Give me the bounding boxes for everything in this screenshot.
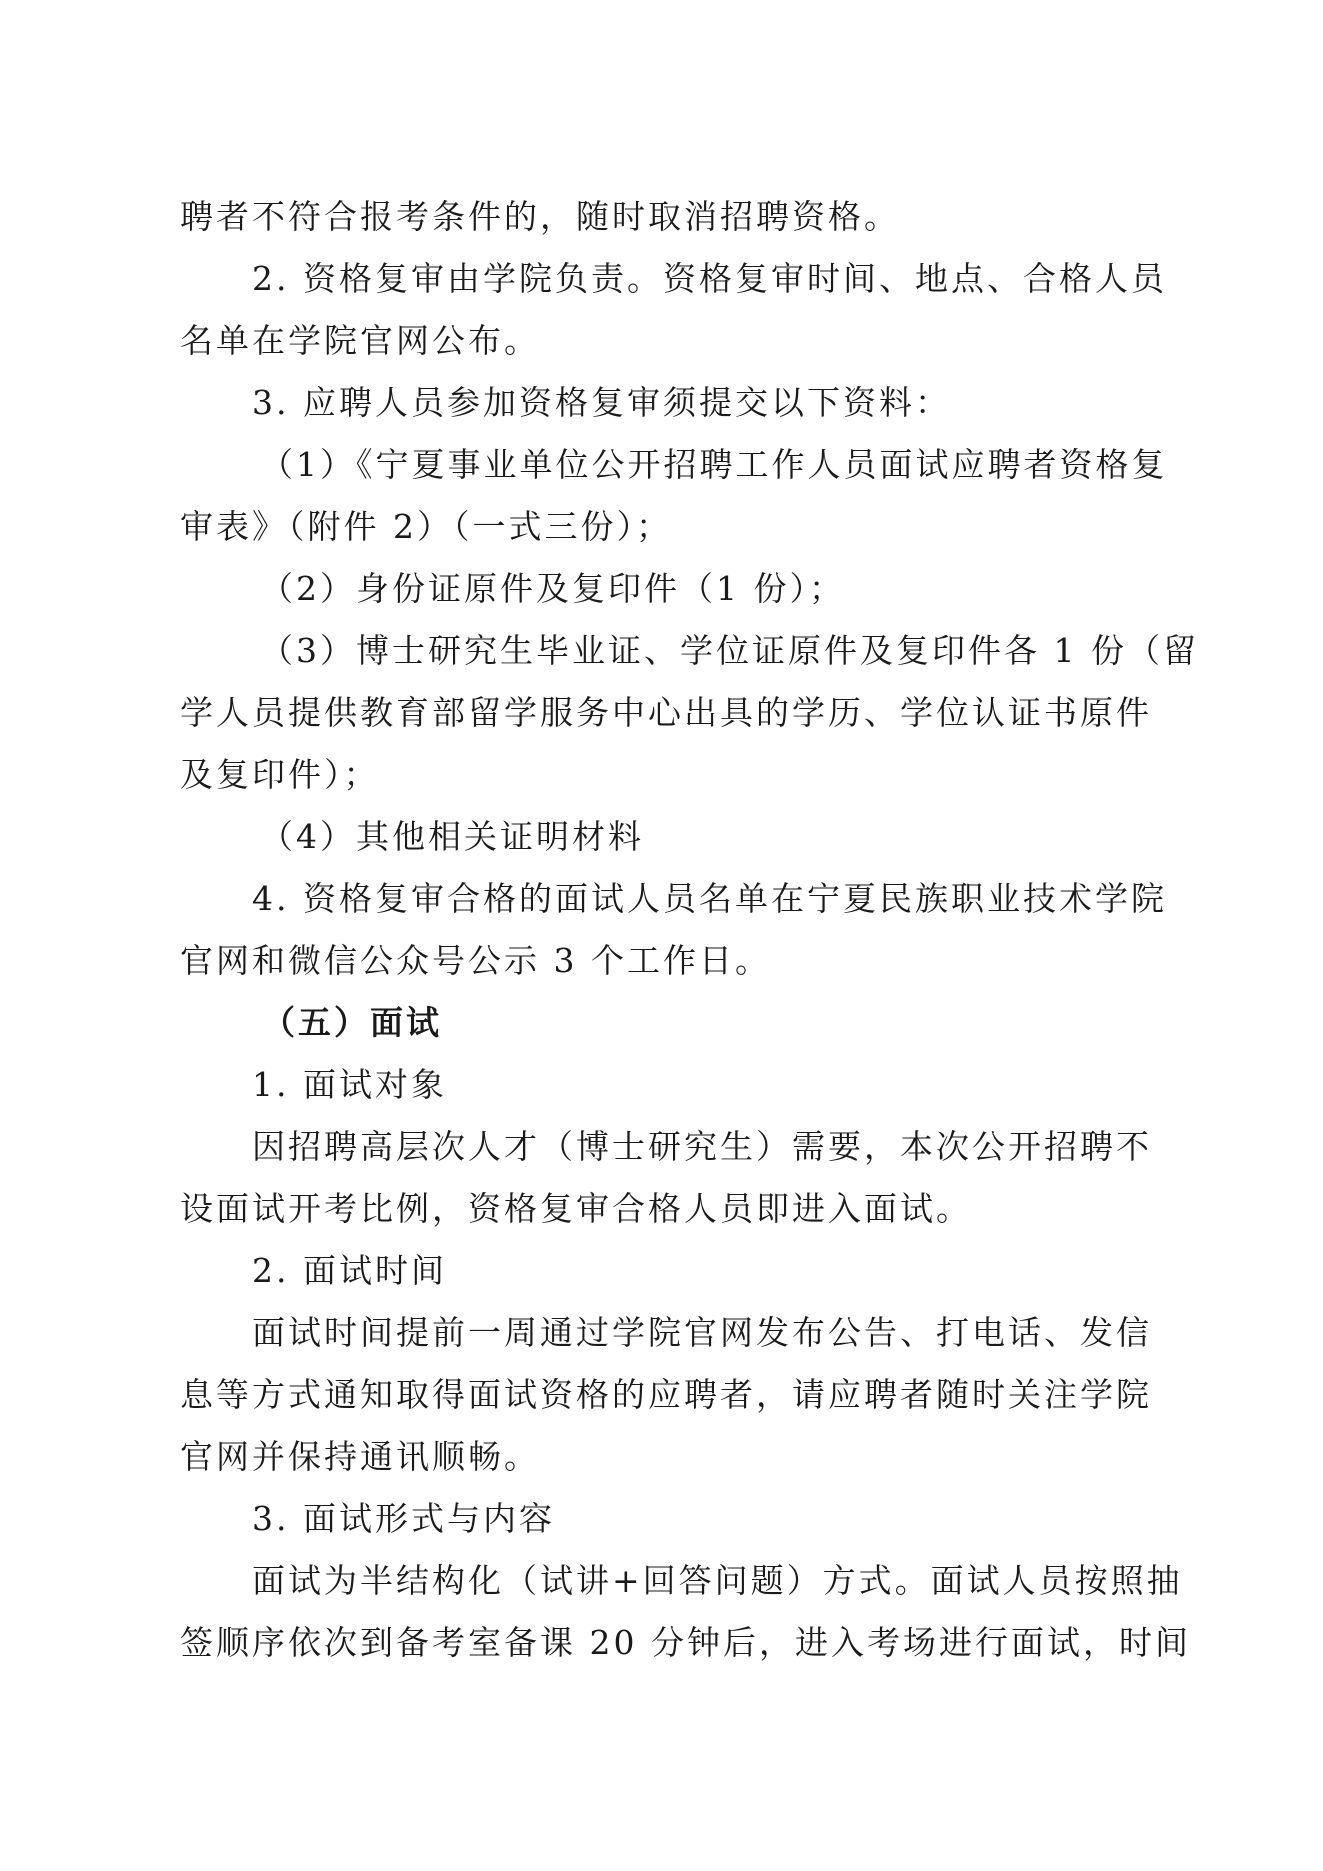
list-item-line: 及复印件）； [180, 755, 380, 794]
list-item-line: 审表》（附件 2）（一式三份）； [180, 507, 672, 546]
list-item-line: （3）博士研究生毕业证、学位证原件及复印件各 1 份（留 [260, 631, 1199, 670]
paragraph-line: 签顺序依次到备考室备课 20 分钟后，进入考场进行面试，时间 [180, 1623, 1191, 1662]
paragraph-line: 面试为半结构化（试讲+回答问题）方式。面试人员按照抽 [252, 1561, 1183, 1600]
paragraph-line: 面试时间提前一周通过学院官网发布公告、打电话、发信 [252, 1313, 1152, 1352]
paragraph-line: 2. 资格复审由学院负责。资格复审时间、地点、合格人员 [252, 259, 1167, 298]
paragraph-line: 聘者不符合报考条件的，随时取消招聘资格。 [180, 197, 900, 236]
section-heading: （五）面试 [262, 1003, 442, 1042]
paragraph-line: 设面试开考比例，资格复审合格人员即进入面试。 [180, 1189, 972, 1228]
list-item-line: 学人员提供教育部留学服务中心出具的学历、学位认证书原件 [180, 693, 1152, 732]
paragraph-line: 官网并保持通讯顺畅。 [180, 1437, 540, 1476]
subheading-line: 2. 面试时间 [252, 1251, 447, 1290]
paragraph-line: 3. 应聘人员参加资格复审须提交以下资料： [252, 383, 951, 422]
list-item-line: （4）其他相关证明材料 [260, 817, 644, 856]
paragraph-line: 官网和微信公众号公示 3 个工作日。 [180, 941, 771, 980]
subheading-line: 1. 面试对象 [252, 1065, 447, 1104]
paragraph-line: 名单在学院官网公布。 [180, 321, 540, 360]
list-item-line: （2）身份证原件及复印件（1 份）； [260, 569, 845, 608]
document-body [180, 186, 1199, 1674]
paragraph-line: 息等方式通知取得面试资格的应聘者，请应聘者随时关注学院 [180, 1375, 1152, 1414]
paragraph-line: 因招聘高层次人才（博士研究生）需要，本次公开招聘不 [252, 1127, 1152, 1166]
subheading-line: 3. 面试形式与内容 [252, 1499, 555, 1538]
paragraph-line: 4. 资格复审合格的面试人员名单在宁夏民族职业技术学院 [252, 879, 1167, 918]
list-item-line: （1）《宁夏事业单位公开招聘工作人员面试应聘者资格复 [260, 445, 1168, 484]
